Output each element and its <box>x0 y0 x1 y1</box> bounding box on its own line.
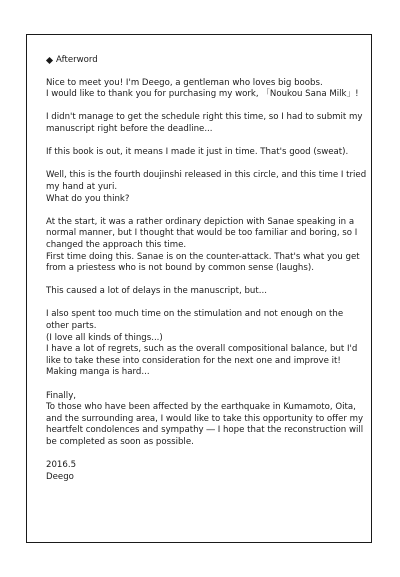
heading-text: Afterword <box>56 55 98 65</box>
paragraph-greeting <box>46 78 368 101</box>
text-line: To those who have been affected by the earthquake in Kumamoto, Oita, <box>46 402 356 413</box>
author-name: Deego <box>46 471 74 482</box>
text-line: This caused a lot of delays in the manuscript, but... <box>46 286 267 297</box>
text-line: like to take these into consideration for the next one and improve it! <box>46 355 341 366</box>
text-line: manuscript right before the deadline... <box>46 123 213 134</box>
paragraph-regrets <box>46 309 368 379</box>
text-line: Well, this is the fourth doujinshi released in this circle, and this time I tried <box>46 170 367 181</box>
text-line: (I love all kinds of things...) <box>46 332 163 343</box>
paragraph-approach <box>46 217 368 275</box>
signature-block <box>46 460 368 483</box>
text-line: and the surrounding area, I would like to take this opportunity to offer my <box>46 413 364 424</box>
text-line: be completed as soon as possible. <box>46 437 194 447</box>
text-line: Making manga is hard... <box>46 367 150 378</box>
text-line: from a priestess who is not bound by common sense (laughs). <box>46 263 314 274</box>
text-line: If this book is out, it means I made it just in time. That's good (sweat). <box>46 147 349 158</box>
paragraph-delays <box>46 286 368 298</box>
text-line: my hand at yuri. <box>46 181 118 192</box>
paragraph-just-in-time <box>46 147 368 159</box>
text-line: I didn't manage to get the schedule right this time, so I had to submit my <box>46 112 363 123</box>
afterword-content <box>46 55 368 495</box>
text-line: Nice to meet you! I'm Deego, a gentleman who loves big boobs. <box>46 77 323 88</box>
text-line: other parts. <box>46 321 97 332</box>
text-line: changed the approach this time. <box>46 239 187 250</box>
paragraph-fourth-doujinshi <box>46 170 368 205</box>
paragraph-schedule <box>46 112 368 135</box>
date-text: 2016.5 <box>46 460 77 471</box>
diamond-bullet-icon <box>46 57 53 64</box>
text-line: I have a lot of regrets, such as the overall compositional balance, but I'd <box>46 344 358 355</box>
text-line: First time doing this. Sanae is on the counter-attack. That's what you get <box>46 251 360 262</box>
text-line: normal manner, but I thought that would be too familiar and boring, so I <box>46 228 358 239</box>
paragraph-condolences <box>46 391 368 449</box>
text-line: I also spent too much time on the stimulation and not enough on the <box>46 309 344 320</box>
text-line: At the start, it was a rather ordinary depiction with Sanae speaking in a <box>46 216 355 227</box>
text-line: I would like to thank you for purchasing my work, 「Noukou Sana Milk」! <box>46 89 359 100</box>
text-line: What do you think? <box>46 193 130 204</box>
text-line: Finally, <box>46 390 77 401</box>
text-line: heartfelt condolences and sympathy ― I hope that the reconstruction will <box>46 425 364 436</box>
afterword-heading <box>46 55 368 67</box>
